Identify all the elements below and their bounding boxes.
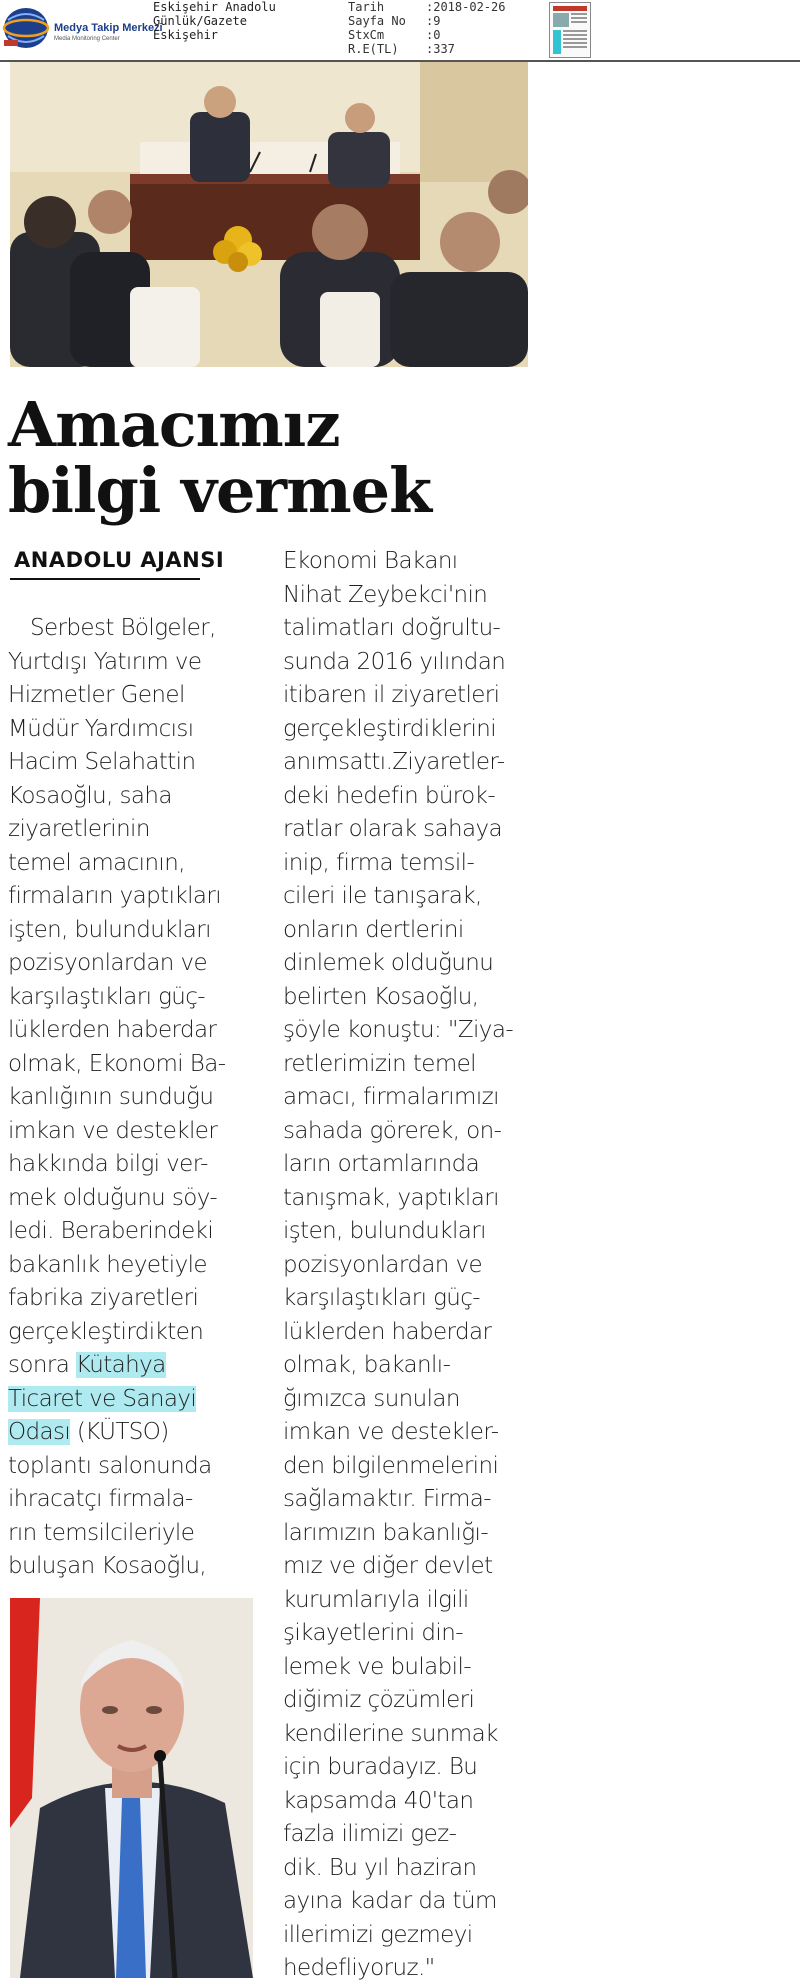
meta-row: [348, 42, 505, 56]
meta-value: :337: [426, 42, 455, 56]
body-line: olmak, bakanlı-: [283, 1352, 451, 1378]
publication-frequency: Günlük/Gazete: [153, 14, 247, 28]
meta-row: [348, 0, 505, 14]
body-line: ziyaretlerinin: [8, 816, 150, 842]
body-line: kapsamda 40'tan: [283, 1787, 474, 1814]
body-line: itibaren il ziyaretleri: [283, 682, 500, 708]
body-line: pozisyonlardan ve: [283, 1251, 483, 1278]
body-line: mız ve diğer devlet: [283, 1553, 493, 1579]
body-line: onların dertlerini: [283, 916, 464, 943]
body-line: diğimiz çözümleri: [283, 1687, 475, 1713]
globe-icon: [2, 4, 62, 52]
meta-row: [348, 28, 505, 42]
body-line: Kosaoğlu, saha: [8, 782, 172, 809]
body-line: buluşan Kosaoğlu,: [8, 1553, 207, 1579]
body-line: lüklerden haberdar: [8, 1017, 217, 1043]
clipping-meta: [348, 0, 505, 56]
body-line: kanlığının sunduğu: [8, 1084, 214, 1110]
body-line: rın temsilcileriyle: [8, 1519, 195, 1546]
media-monitoring-logo: [2, 4, 163, 52]
body-line: şikayetlerini din-: [283, 1620, 463, 1646]
body-line: belirten Kosaoğlu,: [283, 983, 479, 1010]
clipping-header: [0, 0, 800, 62]
body-line: Yurtdışı Yatırım ve: [8, 648, 202, 675]
body-line: amacı, firmalarımızı: [283, 1084, 499, 1110]
article-headline: [8, 388, 528, 527]
body-line: sahada görerek, on-: [283, 1117, 502, 1144]
publication-info: [153, 0, 276, 42]
page-thumbnail[interactable]: [549, 2, 591, 58]
body-line: Hizmetler Genel: [8, 682, 185, 708]
body-line-prefix: sonra: [8, 1352, 76, 1378]
byline: ANADOLU AJANSI: [14, 548, 225, 572]
meta-key: StxCm: [348, 28, 385, 42]
body-line: illerimizi gezmeyi: [283, 1921, 473, 1948]
body-line: şöyle konuştu: "Ziya-: [283, 1017, 514, 1043]
body-line: hedefliyoruz.": [283, 1955, 435, 1981]
body-line: ledi. Beraberindeki: [8, 1218, 214, 1244]
body-line: işten, bulundukları: [283, 1218, 486, 1244]
body-line: ratlar olarak sahaya: [283, 816, 503, 842]
byline-underline: [10, 578, 200, 580]
meta-key: Sayfa No: [348, 14, 406, 28]
body-line: mek olduğunu söy-: [8, 1184, 218, 1211]
body-line: ğımızca sunulan: [283, 1385, 460, 1412]
body-line: lemek ve bulabil-: [283, 1653, 471, 1680]
body-line: Nihat Zeybekci'nin: [283, 581, 488, 608]
body-line: hakkında bilgi ver-: [8, 1151, 208, 1177]
body-line: Hacim Selahattin: [8, 749, 196, 775]
body-line: den bilgilenmelerini: [283, 1452, 499, 1479]
body-line: talimatları doğrultu-: [283, 615, 501, 641]
body-line: olmak, Ekonomi Ba-: [8, 1050, 226, 1077]
body-line: için buradayız. Bu: [283, 1754, 478, 1780]
logo-name: Medya Takip Merkezi: [54, 22, 163, 34]
body-line: ların ortamlarında: [283, 1151, 480, 1177]
body-line: bakanlık heyetiyle: [8, 1251, 207, 1278]
speaker-portrait-photo: [10, 1598, 253, 1978]
body-line: fabrika ziyaretleri: [8, 1285, 199, 1311]
body-line: Ekonomi Bakanı: [283, 548, 458, 574]
body-line: kendilerine sunmak: [283, 1720, 498, 1747]
highlighted-entity[interactable]: Kütahya: [75, 1352, 166, 1378]
body-line: imkan ve destekler-: [283, 1419, 499, 1445]
meta-value: :0: [426, 28, 441, 42]
body-line: lüklerden haberdar: [283, 1318, 492, 1345]
body-line: dik. Bu yıl haziran: [283, 1854, 477, 1881]
body-line: tanışmak, yaptıkları: [283, 1184, 499, 1211]
article-column-2: [283, 545, 533, 1986]
body-line: cileri ile tanışarak,: [283, 883, 482, 909]
body-line: imkan ve destekler: [8, 1117, 218, 1144]
headline-line: Amacımız: [8, 388, 340, 461]
body-line: anımsattı.Ziyaretler-: [283, 749, 505, 775]
meta-row: [348, 14, 505, 28]
meeting-photo: [10, 62, 528, 367]
meta-key: R.E(TL): [348, 42, 399, 56]
publication-name: Eskişehir Anadolu: [153, 0, 276, 14]
body-line: deki hedefin bürok-: [283, 782, 496, 809]
body-line: retlerimizin temel: [283, 1050, 476, 1077]
meta-value: :2018-02-26: [426, 0, 506, 14]
body-line: ihracatçı firmala-: [8, 1486, 193, 1512]
body-line: Serbest Bölgeler,: [30, 615, 216, 641]
article-column-1: [8, 612, 258, 1584]
body-line: inip, firma temsil-: [283, 849, 475, 876]
body-line: fazla ilimizi gez-: [283, 1821, 457, 1847]
body-line: toplantı salonunda: [8, 1452, 212, 1479]
body-line: gerçekleştirdiklerini: [283, 715, 497, 742]
body-line: kurumlarıyla ilgili: [283, 1586, 469, 1613]
highlighted-entity[interactable]: Odası: [8, 1419, 71, 1445]
body-line: pozisyonlardan ve: [8, 950, 208, 976]
meta-value: :9: [426, 14, 441, 28]
logo-subtitle: Media Monitoring Center: [54, 36, 120, 42]
body-line: sağlamaktır. Firma-: [283, 1486, 491, 1512]
highlighted-entity[interactable]: Ticaret ve Sanayi: [8, 1385, 197, 1412]
body-line-suffix: (KÜTSO): [70, 1419, 169, 1445]
body-line: karşılaştıkları güç-: [8, 983, 205, 1010]
body-line: işten, bulundukları: [8, 916, 211, 943]
body-line: ayına kadar da tüm: [283, 1888, 497, 1914]
publication-city: Eskişehir: [153, 28, 219, 42]
body-line: temel amacının,: [8, 849, 185, 876]
body-line: firmaların yaptıkları: [8, 883, 222, 909]
body-line: sunda 2016 yılından: [283, 648, 506, 675]
body-line: larımızın bakanlığı-: [283, 1519, 489, 1546]
meta-key: Tarih: [348, 0, 385, 14]
body-line: Müdür Yardımcısı: [8, 715, 194, 742]
headline-line: bilgi vermek: [8, 454, 432, 527]
body-line: dinlemek olduğunu: [283, 950, 494, 976]
body-line: karşılaştıkları güç-: [283, 1285, 480, 1311]
body-line: gerçekleştirdikten: [8, 1318, 204, 1345]
